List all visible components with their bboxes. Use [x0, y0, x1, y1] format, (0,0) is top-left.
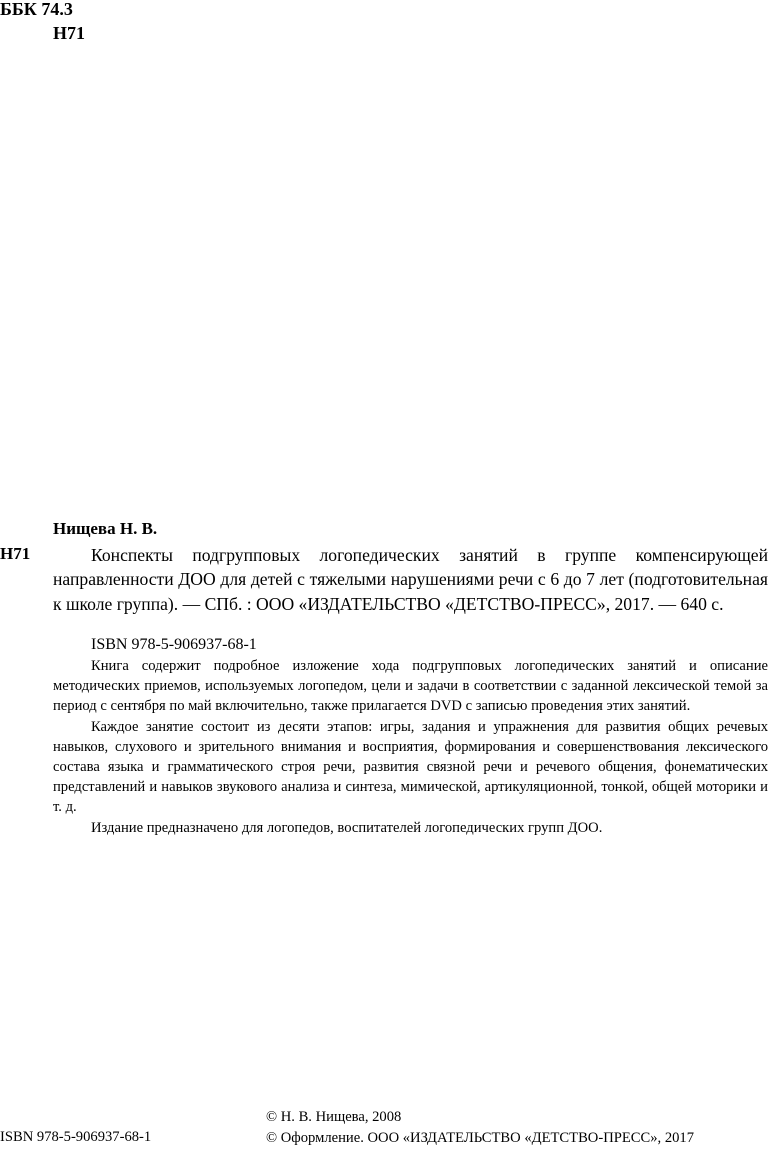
footer-isbn: ISBN 978-5-906937-68-1	[0, 1129, 152, 1145]
annotation-paragraph: Издание предназначено для логопедов, воспитателей логопедических групп ДОО.	[91, 819, 603, 836]
copyright-block	[266, 1107, 694, 1149]
copyright-author: © Н. В. Нищева, 2008	[266, 1109, 402, 1125]
author-mark: Н71	[53, 23, 86, 43]
annotation-paragraph: Книга содержит подробное изложение хода подгрупповых логопедических занятий и описание методических приемов, используемых логопедом, цели и задачи в соответствии с заданной лексической темой за период с сентября по май включительно, также прилагается DVD с записью проведения этих занятий.	[53, 658, 768, 715]
isbn: ISBN 978-5-906937-68-1	[91, 636, 257, 653]
catalog-author-mark: Н71	[0, 544, 31, 563]
author-name: Нищева Н. В.	[53, 519, 158, 538]
copyright-publisher: © Оформление. ООО «ИЗДАТЕЛЬСТВО «ДЕТСТВО-ПРЕСС», 2017	[266, 1130, 695, 1146]
bbk-index: ББК 74.3	[0, 0, 73, 19]
annotation	[53, 656, 768, 838]
annotation-paragraph: Каждое занятие состоит из десяти этапов: игры, задания и упражнения для развития общих речевых навыков, слухового и зрительного внимания и восприятия, формирования и совершенствования лексического состава языка и грамматического строя речи, развития связной речи и речевого общения, фонематических представлений и навыков звукового анализа и синтеза, мимической, артикуляционной, тонкой, общей моторики и т. д.	[53, 718, 768, 816]
title-description	[53, 543, 768, 616]
title-description-text: Конспекты подгрупповых логопедических занятий в группе компенсирующей направленности ДОО для детей с тяжелыми нарушениями речи с 6 до 7 лет (подготовительная к школе группа). — СПб. : ООО «ИЗДАТЕЛЬСТВО «ДЕТСТВО-ПРЕСС», 2017. — 640 с.	[53, 545, 768, 614]
